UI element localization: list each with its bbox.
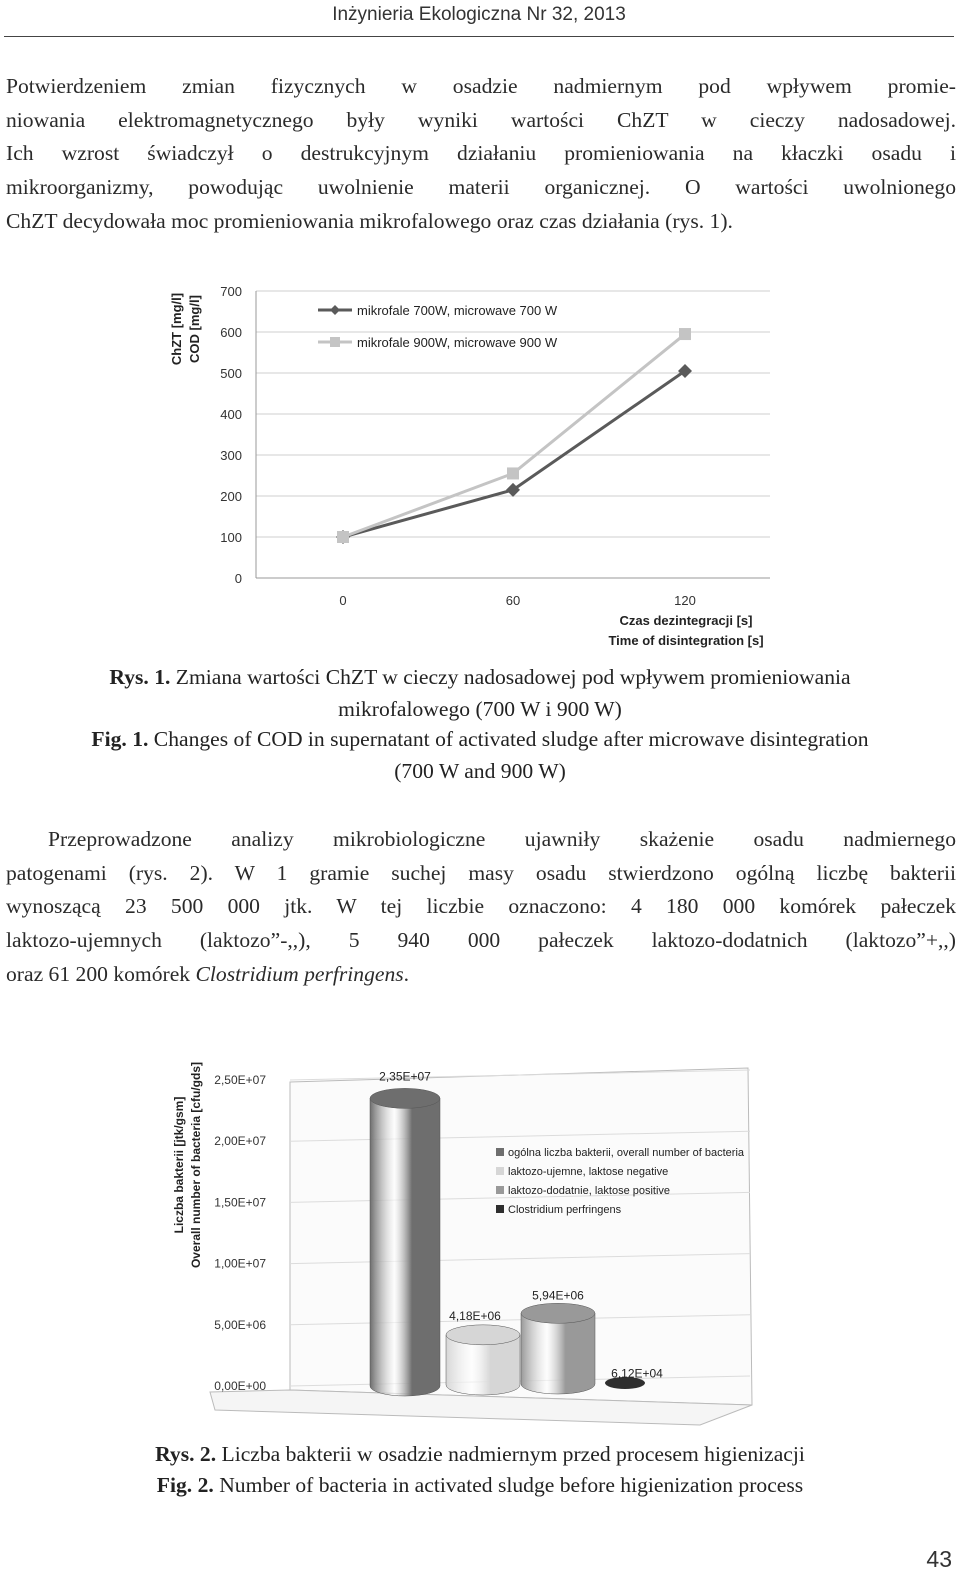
- legend-label: laktozo-dodatnie, laktose positive: [508, 1185, 671, 1197]
- fig1-caption-pl-line1: Zmiana wartości ChZT w cieczy nadosadowej pod wpływem promieniowania: [175, 665, 851, 689]
- y-tick-label: 1,00E+07: [214, 1256, 266, 1271]
- x-axis-label: Czas dezintegracji [s]: [619, 613, 753, 628]
- bar-cylinder: [370, 1098, 440, 1396]
- para2-text-end: .: [403, 961, 410, 986]
- paragraph-line: wynoszącą 23 500 000 jtk. W tej liczbie oznaczono: 4 180 000 komórek pałeczek: [6, 894, 956, 919]
- bar-cylinder-top: [370, 1088, 440, 1108]
- legend-swatch: [496, 1186, 504, 1194]
- species-name: Clostridium perfringens: [195, 961, 404, 986]
- paragraph-line: ChZT decydowała moc promieniowania mikrofalowego oraz czas działania (rys. 1).: [6, 208, 733, 233]
- legend-swatch: [496, 1148, 504, 1156]
- fig2-label-pl: Rys. 2.: [155, 1442, 217, 1466]
- y-axis-label: Liczba bakterii [jtk/gsm]: [172, 1096, 186, 1234]
- y-tick-label: 5,00E+06: [214, 1317, 266, 1332]
- y-tick-label: 0: [234, 571, 242, 586]
- bar-cylinder-top: [446, 1325, 520, 1345]
- page-number: 43: [926, 1546, 952, 1572]
- para2-text: oraz 61 200 komórek: [6, 961, 196, 986]
- legend-label: mikrofale 700W, microwave 700 W: [357, 303, 558, 318]
- y-tick-label: 500: [220, 366, 242, 381]
- paragraph-line: mikroorganizmy, powodując uwolnienie materii organicznej. O wartości uwolnionego: [6, 175, 956, 200]
- data-label: 2,35E+07: [379, 1069, 431, 1084]
- fig2-caption-en: [0, 1469, 960, 1501]
- y-tick-label: 600: [220, 325, 242, 340]
- journal-header: Inżynieria Ekologiczna Nr 32, 2013: [332, 4, 626, 25]
- fig2-caption-en-text: Number of bacteria in activated sludge before higienization process: [219, 1473, 804, 1497]
- data-label: 6,12E+04: [611, 1366, 663, 1381]
- fig1-caption-en-line2: (700 W and 900 W): [394, 759, 566, 783]
- bar-cylinder-top: [521, 1303, 595, 1323]
- bar-cylinder: [521, 1313, 595, 1394]
- fig1-label-en: Fig. 1.: [91, 727, 149, 751]
- fig2-caption-pl-text: Liczba bakterii w osadzie nadmiernym przed procesem higienizacji: [221, 1442, 805, 1466]
- y-tick-label: 400: [220, 407, 242, 422]
- fig1-label-pl: Rys. 1.: [109, 665, 171, 689]
- y-axis-label: COD [mg/l]: [187, 295, 202, 363]
- data-label: 4,18E+06: [449, 1308, 501, 1323]
- paragraph-line: niowania elektromagnetycznego były wyniki wartości ChZT w cieczy nadosadowej.: [6, 107, 956, 132]
- paragraph-line: Przeprowadzone analizy mikrobiologiczne ujawniły skażenie osadu nadmiernego: [48, 827, 956, 851]
- legend-label: Clostridium perfringens: [508, 1204, 622, 1216]
- x-tick-label: 60: [505, 593, 521, 608]
- y-tick-label: 700: [220, 284, 242, 299]
- y-tick-label: 1,50E+07: [214, 1195, 266, 1210]
- fig2-caption-pl: [0, 1438, 960, 1470]
- legend-label: mikrofale 900W, microwave 900 W: [357, 335, 558, 350]
- paragraph-line: Potwierdzeniem zmian fizycznych w osadzie nadmiernym pod wpływem promie-: [6, 74, 956, 98]
- y-tick-label: 2,00E+07: [214, 1134, 266, 1149]
- legend-label: ogólna liczba bakterii, overall number of bacteria: [508, 1147, 745, 1159]
- legend-label: laktozo-ujemne, laktose negative: [508, 1166, 669, 1178]
- paragraph-line: Ich wzrost świadczył o destrukcyjnym działaniu promieniowania na kłaczki osadu i: [6, 141, 956, 166]
- paragraph-line: laktozo-ujemnych (laktozo”-,,), 5 940 000 pałeczek laktozo-dodatnich (laktozo”+,,): [6, 928, 956, 953]
- data-label: 5,94E+06: [532, 1288, 584, 1303]
- y-tick-label: 300: [220, 448, 242, 463]
- x-tick-label: 120: [674, 593, 696, 608]
- y-axis-label: ChZT [mg/l]: [169, 292, 184, 366]
- legend-swatch: [496, 1205, 504, 1213]
- legend-swatch: [496, 1167, 504, 1175]
- y-tick-label: 2,50E+07: [214, 1073, 266, 1087]
- x-tick-label: 0: [339, 593, 347, 608]
- fig1-caption-pl-line2: mikrofalowego (700 W i 900 W): [338, 697, 622, 721]
- x-axis-label: Time of disintegration [s]: [608, 633, 764, 648]
- fig2-label-en: Fig. 2.: [156, 1473, 214, 1497]
- y-tick-label: 0,00E+00: [214, 1379, 266, 1393]
- y-tick-label: 100: [220, 530, 242, 545]
- fig1-caption-en-line1: Changes of COD in supernatant of activated sludge after microwave disintegration: [153, 727, 869, 751]
- y-tick-label: 200: [220, 489, 242, 504]
- y-axis-label: Overall number of bacteria [cfu/gds]: [189, 1061, 203, 1269]
- paragraph-line: patogenami (rys. 2). W 1 gramie suchej masy osadu stwierdzono ogólną liczbę bakterii: [6, 860, 956, 885]
